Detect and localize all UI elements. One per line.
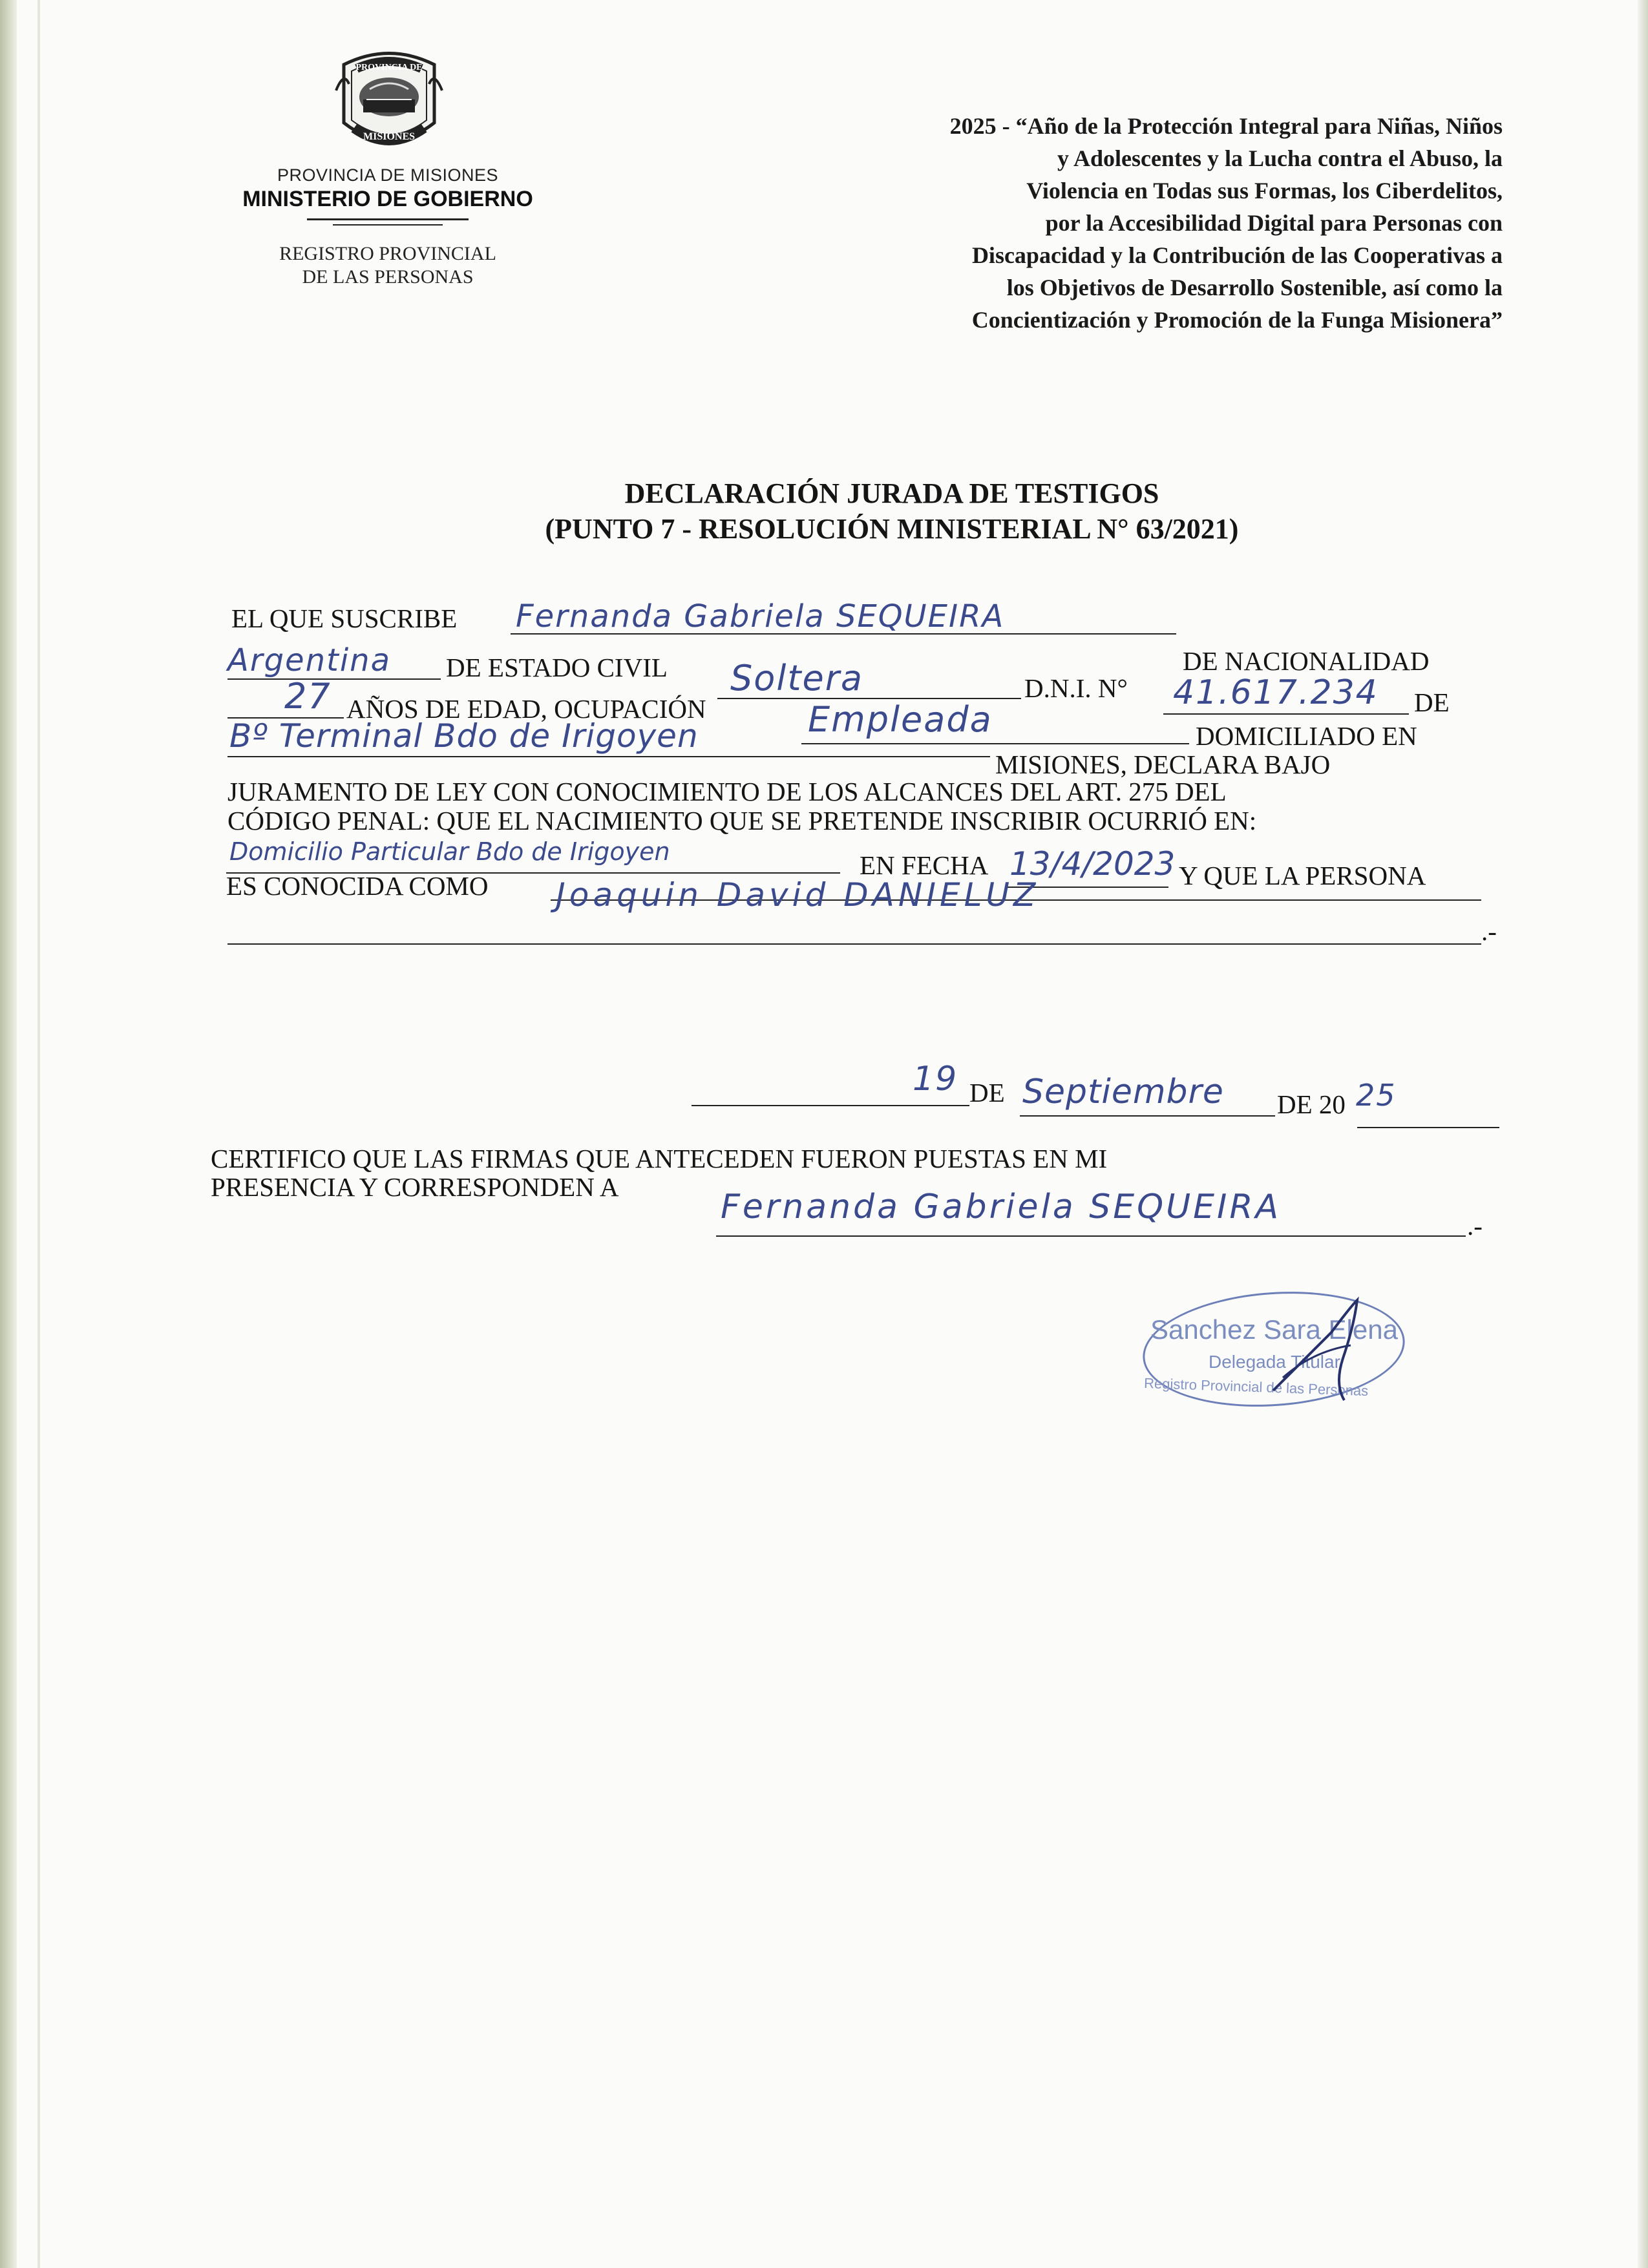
header-rule-short [333,224,443,226]
address-field-line [227,756,990,757]
day-field-line [692,1105,969,1106]
scan-edge-left [0,0,17,2268]
label-persona: Y QUE LA PERSONA [1179,861,1426,890]
registry-line-1: REGISTRO PROVINCIAL [279,243,496,264]
end-mark: .- [1481,916,1497,946]
label-date-de: DE [969,1078,1005,1108]
motto-line: Discapacidad y la Contribución de las Cooperativas a [971,242,1503,268]
handwritten-dni: 41.617.234 [1173,673,1379,712]
title-line-1: DECLARACIÓN JURADA DE TESTIGOS [624,478,1159,509]
motto-line: 2025 - “Año de la Protección Integral para Niñas, Niños [949,113,1503,139]
handwritten-nationality: Argentina [227,642,391,678]
registry-name [194,242,582,289]
certified-name-field-line [716,1235,1466,1237]
handwritten-occupation: Empleada [808,699,993,740]
stamp-registry: Registro Provincial de las Personas [1143,1374,1369,1400]
province-name: PROVINCIA DE MISIONES [277,165,499,185]
motto-line: Violencia en Todas sus Formas, los Ciberdelitos, [1026,178,1503,204]
handwritten-civil-status: Soltera [730,658,864,698]
label-conocida-como: ES CONOCIDA COMO [226,871,489,901]
month-field-line [1020,1115,1275,1117]
provincia-de-misiones-seal-icon [331,45,447,160]
stamp-role: Delegada Titular [1209,1352,1340,1372]
motto-line: Concientización y Promoción de la Funga Misionera” [971,307,1503,333]
handwritten-known-as: Joaquin David DANIELUZ [556,876,1040,914]
seal-bottom-text: MISIONES [363,131,416,142]
motto-line: por la Accesibilidad Digital para Personas con [1045,210,1503,236]
scan-edge-right [1638,0,1648,2268]
end-mark-certification: .- [1467,1211,1483,1241]
header-rule [307,218,469,220]
motto-line: los Objetivos de Desarrollo Sostenible, así como la [1006,275,1503,300]
text-certifico: CERTIFICO QUE LAS FIRMAS QUE ANTECEDEN FUERON PUESTAS EN MI [211,1144,1108,1173]
year-motto [714,110,1503,336]
ministry-name: MINISTERIO DE GOBIERNO [242,187,533,211]
handwritten-certified-name: Fernanda Gabriela SEQUEIRA [721,1188,1282,1226]
seal-top-text: PROVINCIA DE [355,63,423,72]
label-domiciliado: DOMICILIADO EN [1196,721,1417,751]
label-date-de-20: DE 20 [1277,1089,1346,1119]
label-corresponden: PRESENCIA Y CORRESPONDEN A [211,1172,619,1202]
signature-scribble [1137,1287,1441,1423]
stamp-name: Sanchez Sara Elena [1150,1314,1398,1345]
label-estado-civil: DE ESTADO CIVIL [446,653,668,682]
title-line-2: (PUNTO 7 - RESOLUCIÓN MINISTERIAL N° 63/2021) [545,513,1239,545]
label-en-fecha: EN FECHA [860,850,989,880]
label-suscribe: EL QUE SUSCRIBE [231,604,458,633]
handwritten-month: Septiembre [1022,1073,1224,1111]
handwritten-name: Fernanda Gabriela SEQUEIRA [516,598,1005,635]
handwritten-year: 25 [1356,1078,1397,1113]
text-codigo-penal: CÓDIGO PENAL: QUE EL NACIMIENTO QUE SE PRETENDE INSCRIBIR OCURRIÓ EN: [227,806,1257,835]
scan-edge-line [37,0,40,2268]
nationality-field-line [227,678,441,680]
motto-line: y Adolescentes y la Lucha contra el Abuso, la [1057,145,1503,171]
label-de: DE [1414,688,1450,717]
handwritten-address: Bº Terminal Bdo de Irigoyen [229,717,699,755]
label-edad-ocupacion: AÑOS DE EDAD, OCUPACIÓN [346,694,706,724]
label-dni: D.N.I. N° [1024,673,1128,703]
occupation-field-line [801,743,1189,744]
official-stamp [1137,1287,1441,1423]
handwritten-day: 19 [913,1060,958,1098]
header-left [194,165,582,289]
text-juramento: JURAMENTO DE LEY CON CONOCIMIENTO DE LOS ALCANCES DEL ART. 275 DEL [227,777,1227,806]
document-title [388,476,1396,547]
handwritten-birth-date: 13/4/2023 [1009,845,1176,883]
handwritten-birth-place: Domicilio Particular Bdo de Irigoyen [229,837,670,866]
dni-field-line [1163,713,1409,715]
year-field-line [1357,1127,1499,1128]
label-nacionalidad: DE NACIONALIDAD [1183,646,1430,676]
handwritten-age: 27 [284,676,332,717]
registry-line-2: DE LAS PERSONAS [302,266,474,288]
label-misiones: MISIONES, DECLARA BAJO [995,750,1331,779]
known-as-continuation-line [227,943,1481,945]
